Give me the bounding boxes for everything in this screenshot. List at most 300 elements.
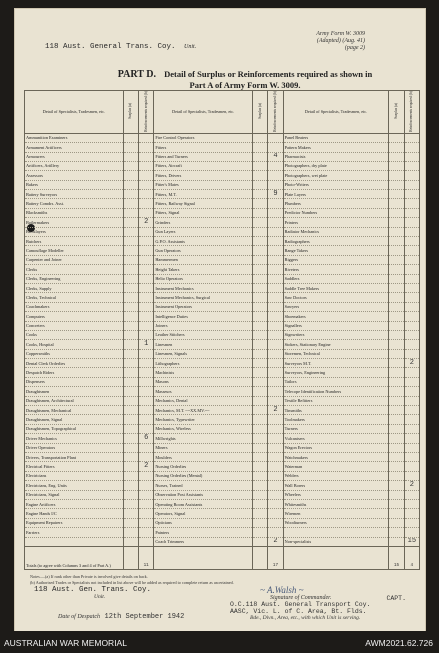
reinf-cell [268, 518, 283, 527]
trade-label: Hammermen [154, 255, 253, 264]
reinf-cell: 4 [268, 152, 283, 161]
trade-label: Panel Beaters [283, 133, 389, 142]
surplus-cell [253, 434, 268, 443]
trade-label: Draughtsmen, Mechanical [25, 406, 124, 415]
surplus-cell [389, 246, 404, 255]
table-row [25, 293, 420, 302]
trade-label: Computers [25, 312, 124, 321]
trade-label: Electrical Fitters [25, 462, 124, 471]
header-detail-1: Detail of Specialists, Tradesmen, etc. [25, 91, 124, 134]
trade-label: Fitters, M.T. [154, 190, 253, 199]
trade-label: Printers [283, 218, 389, 227]
reinf-cell [404, 471, 419, 480]
trade-label: Gun Operators [154, 246, 253, 255]
surplus-cell [253, 218, 268, 227]
surplus-cell [253, 246, 268, 255]
trade-label: Height Takers [154, 265, 253, 274]
reinf-cell [404, 161, 419, 170]
surplus-cell [253, 321, 268, 330]
trade-label: Driver Mechanics [25, 434, 124, 443]
reinf-cell [404, 246, 419, 255]
trade-label: Predictor Numbers [283, 208, 389, 217]
trade-label: Fitter's Mates [154, 180, 253, 189]
part-label: PART D. [117, 69, 156, 80]
reinf-cell [268, 293, 283, 302]
trade-label: Helio Operators [154, 274, 253, 283]
form-ref-line: (Adapted) (Aug. 41) [316, 38, 365, 44]
surplus-cell [123, 387, 138, 396]
reinf-cell [268, 143, 283, 152]
table-row [25, 199, 420, 208]
reinf-cell [404, 171, 419, 180]
reinf-cell [139, 199, 154, 208]
surplus-cell [123, 453, 138, 462]
signature-sub: Bde., Divn., Area, etc., with which Unit is serving. [250, 615, 361, 621]
signature-label: Signature of Commander. [270, 595, 332, 601]
trade-label: Plate Layers [283, 190, 389, 199]
notes [30, 574, 234, 586]
surplus-cell [253, 377, 268, 386]
table-row [25, 528, 420, 537]
surplus-cell [389, 415, 404, 424]
trade-label: Camouflage Modeller [25, 246, 124, 255]
surplus-cell [253, 199, 268, 208]
surplus-cell [389, 462, 404, 471]
reinf-cell [139, 359, 154, 368]
reinf-cell [268, 180, 283, 189]
form-ref-line: Army Form W. 3009 [316, 31, 365, 37]
reinf-cell [268, 171, 283, 180]
surplus-cell [123, 330, 138, 339]
unit-label: Unit. [184, 44, 197, 50]
surplus-cell [123, 499, 138, 508]
reinf-cell [404, 218, 419, 227]
table-row [25, 255, 420, 264]
surplus-cell [253, 396, 268, 405]
table-row [25, 415, 420, 424]
surplus-cell [253, 227, 268, 236]
trade-label: Opticians [154, 518, 253, 527]
signature-line-2: AASC, Vic. L. of C. Area, Bt. Flds. [230, 608, 367, 615]
surplus-cell [123, 396, 138, 405]
trade-label: Draughtsmen [25, 387, 124, 396]
surplus-cell [253, 509, 268, 518]
totals-label: Totals (to agree with Columns 3 and 4 of Part A.) [25, 547, 124, 570]
totals-col3-surplus: 15 [389, 547, 404, 570]
reinf-cell [268, 490, 283, 499]
surplus-cell [253, 237, 268, 246]
surplus-cell [123, 528, 138, 537]
surplus-cell [253, 490, 268, 499]
reinf-cell [139, 415, 154, 424]
surplus-cell [389, 190, 404, 199]
table-row [25, 133, 420, 142]
reinf-cell [139, 453, 154, 462]
surplus-cell [253, 133, 268, 142]
trade-label: Saddlers [283, 274, 389, 283]
reinf-cell [268, 396, 283, 405]
table-row [25, 237, 420, 246]
trade-label: Clerks, Supply [25, 283, 124, 292]
trade-label: Concreters [25, 321, 124, 330]
surplus-cell [253, 283, 268, 292]
specialists-table [24, 90, 420, 570]
reinf-cell [268, 462, 283, 471]
surplus-cell [123, 283, 138, 292]
signature-rank: CAPT. [386, 595, 406, 602]
reinf-cell [268, 237, 283, 246]
trade-label: Welders [283, 471, 389, 480]
trade-label: Shoemakers [283, 312, 389, 321]
surplus-cell [253, 208, 268, 217]
totals-col3-reinf: 4 [404, 547, 419, 570]
surplus-cell [389, 406, 404, 415]
totals-col2-reinf: 17 [268, 547, 283, 570]
trade-label: Gun Layers [154, 227, 253, 236]
reinf-cell [139, 396, 154, 405]
surplus-cell [253, 481, 268, 490]
surplus-cell [389, 396, 404, 405]
reinf-cell [404, 227, 419, 236]
surplus-cell [253, 293, 268, 302]
surplus-cell [253, 415, 268, 424]
reinf-cell [404, 377, 419, 386]
surplus-cell [389, 387, 404, 396]
surplus-cell [123, 349, 138, 358]
reinf-cell [404, 396, 419, 405]
trade-label: Fire Control Operators [154, 133, 253, 142]
table-row [25, 330, 420, 339]
trade-label: Surveyors M.T. [283, 359, 389, 368]
surplus-cell [389, 274, 404, 283]
form-ref-line: (page 2) [344, 45, 365, 51]
trade-label: Operating Room Assistants [154, 499, 253, 508]
reinf-cell [268, 368, 283, 377]
trade-label: Despatch Riders [25, 368, 124, 377]
trade-label: Draughtsmen, Topographical [25, 424, 124, 433]
table-row [25, 406, 420, 415]
surplus-cell [389, 312, 404, 321]
table-row [25, 509, 420, 518]
surplus-cell [389, 152, 404, 161]
reinf-cell [139, 330, 154, 339]
reinf-cell [404, 349, 419, 358]
surplus-cell [389, 537, 404, 546]
surplus-cell [123, 171, 138, 180]
reinf-cell [404, 208, 419, 217]
reinf-cell [268, 340, 283, 349]
reinf-cell [268, 283, 283, 292]
reinf-cell [139, 227, 154, 236]
trade-label: Painters [154, 528, 253, 537]
reinf-cell [404, 406, 419, 415]
trade-label: Wheelers [283, 490, 389, 499]
surplus-cell [123, 340, 138, 349]
trade-label: Bakers [25, 180, 124, 189]
table-row [25, 321, 420, 330]
reinf-cell [404, 368, 419, 377]
reinf-cell [268, 499, 283, 508]
surplus-cell [389, 255, 404, 264]
surplus-cell [123, 518, 138, 527]
trade-label: Nursing Orderlies [154, 462, 253, 471]
trade-label: Pattern Makers [283, 143, 389, 152]
trade-label: Carpenter and Joiner [25, 255, 124, 264]
unit-value: 118 Aust. General Trans. Coy. [45, 43, 176, 51]
trade-label: Miners [154, 443, 253, 452]
reinf-cell [404, 528, 419, 537]
reinf-cell [268, 415, 283, 424]
reinf-cell [139, 274, 154, 283]
trade-label: Waterman [283, 462, 389, 471]
table-row [25, 537, 420, 546]
surplus-cell [389, 434, 404, 443]
surplus-cell [253, 368, 268, 377]
surplus-cell [123, 471, 138, 480]
reinf-cell: 9 [268, 190, 283, 199]
table-row [25, 274, 420, 283]
table-row [25, 387, 420, 396]
surplus-cell [253, 471, 268, 480]
trade-label: Electricians, Eng. Units [25, 481, 124, 490]
surplus-cell [123, 302, 138, 311]
reinf-cell [404, 265, 419, 274]
surplus-cell [123, 424, 138, 433]
table-row [25, 246, 420, 255]
trade-label: Signwriters [283, 330, 389, 339]
table-row [25, 218, 420, 227]
reinf-cell [268, 161, 283, 170]
surplus-cell [253, 274, 268, 283]
trade-label: Assessors [25, 171, 124, 180]
reinf-cell [404, 330, 419, 339]
table-row [25, 490, 420, 499]
reinf-cell [139, 499, 154, 508]
reinf-cell [404, 340, 419, 349]
reinf-cell [404, 312, 419, 321]
reinf-cell [404, 302, 419, 311]
surplus-cell [123, 227, 138, 236]
trade-label: Millwrights [154, 434, 253, 443]
trade-label: Mechanics, Typewriter [154, 415, 253, 424]
surplus-cell [123, 255, 138, 264]
reinf-cell [268, 481, 283, 490]
table-row [25, 518, 420, 527]
reinf-cell [404, 509, 419, 518]
trade-label: Coppersmiths [25, 349, 124, 358]
surplus-cell [253, 143, 268, 152]
reinf-cell [268, 471, 283, 480]
surplus-cell [389, 161, 404, 170]
trade-label: Armament Artificers [25, 143, 124, 152]
trade-label: Watchmakers [283, 453, 389, 462]
trade-label: Photo-Writers [283, 180, 389, 189]
trade-label: Wagon Erectors [283, 443, 389, 452]
surplus-cell [389, 208, 404, 217]
trade-label: Fitters, Drivers [154, 171, 253, 180]
table-row [25, 283, 420, 292]
header-surplus-1: Surplus (a) [123, 91, 138, 134]
surplus-cell [253, 453, 268, 462]
surplus-cell [253, 537, 268, 546]
reinf-cell [268, 453, 283, 462]
reinf-cell [139, 190, 154, 199]
despatch-date [58, 613, 184, 621]
surplus-cell [389, 509, 404, 518]
trade-label: Fitters, Aircraft [154, 161, 253, 170]
reinf-cell [268, 359, 283, 368]
trade-label: Linesmen [154, 340, 253, 349]
trade-label: Clerks [25, 265, 124, 274]
reinf-cell [404, 462, 419, 471]
trade-label: Coachmakers [25, 302, 124, 311]
trade-label: Fitters, Signal [154, 208, 253, 217]
unit-field [45, 43, 196, 51]
surplus-cell [389, 227, 404, 236]
trade-label: Surveyors, Engineering [283, 368, 389, 377]
trade-label: Sawyers [283, 302, 389, 311]
reinf-cell [268, 255, 283, 264]
reinf-cell [404, 133, 419, 142]
table-row [25, 227, 420, 236]
table-row [25, 499, 420, 508]
table-row [25, 453, 420, 462]
reinf-cell [404, 180, 419, 189]
trade-label: Radiographers [283, 237, 389, 246]
trade-label: Whitesmiths [283, 499, 389, 508]
reinf-cell [139, 133, 154, 142]
surplus-cell [123, 265, 138, 274]
table-row [25, 180, 420, 189]
reinf-cell [268, 227, 283, 236]
surplus-cell [389, 471, 404, 480]
trade-label: Instrument Operators [154, 302, 253, 311]
reinf-cell [139, 509, 154, 518]
reinf-cell [404, 415, 419, 424]
table-row [25, 349, 420, 358]
surplus-cell [253, 330, 268, 339]
surplus-cell [253, 406, 268, 415]
trade-label: Saddle Tree Makers [283, 283, 389, 292]
reinf-cell [404, 490, 419, 499]
table-row [25, 481, 420, 490]
trade-label: Pharmacists [283, 152, 389, 161]
surplus-cell [389, 359, 404, 368]
reinf-cell [139, 180, 154, 189]
surplus-cell [389, 518, 404, 527]
reinf-cell: 6 [139, 434, 154, 443]
surplus-cell [253, 462, 268, 471]
reinf-cell [404, 387, 419, 396]
reinf-cell [404, 424, 419, 433]
trade-label: Fitters, Railway Signal [154, 199, 253, 208]
surplus-cell [253, 499, 268, 508]
reinf-cell [404, 453, 419, 462]
reinf-cell [268, 330, 283, 339]
title-line-2: Part A of Army Form W. 3009. [189, 80, 301, 90]
surplus-cell [123, 237, 138, 246]
trade-label: Observation Post Assistants [154, 490, 253, 499]
surplus-cell [253, 171, 268, 180]
archive-id: AWM2021.62.726 [365, 638, 433, 648]
trade-label: Battery Surveyors [25, 190, 124, 199]
reinf-cell [139, 265, 154, 274]
trade-label: Tailors [283, 377, 389, 386]
reinf-cell: 2 [139, 462, 154, 471]
reinf-cell [139, 171, 154, 180]
trade-label: Saw Doctors [283, 293, 389, 302]
trade-label: Driver Operators [25, 443, 124, 452]
surplus-cell [253, 443, 268, 452]
trade-label: Electricians [25, 471, 124, 480]
trade-label: Engine Artificers [25, 499, 124, 508]
reinf-cell [404, 255, 419, 264]
trade-label: Turners [283, 424, 389, 433]
table-row [25, 434, 420, 443]
reinf-cell [139, 293, 154, 302]
surplus-cell [123, 143, 138, 152]
surplus-cell [253, 424, 268, 433]
trade-label: Instrument Mechanics [154, 283, 253, 292]
table-row [25, 190, 420, 199]
note-b: (b) Authorised Trades or Specialists not included in list above will be added as required to complete return as ascertained. [30, 580, 234, 585]
surplus-cell [253, 528, 268, 537]
reinf-cell [404, 143, 419, 152]
reinf-cell [139, 406, 154, 415]
trade-label: Cooks [25, 330, 124, 339]
reinf-cell: 2 [268, 537, 283, 546]
surplus-cell [389, 349, 404, 358]
surplus-cell [123, 190, 138, 199]
trade-label: Textile Refitters [283, 396, 389, 405]
reinf-cell [139, 237, 154, 246]
trade-label: Moulders [154, 453, 253, 462]
table-body [25, 133, 420, 546]
reinf-cell: 1 [139, 340, 154, 349]
surplus-cell [123, 434, 138, 443]
trade-label: Non-specialists [283, 537, 389, 546]
table-row [25, 443, 420, 452]
surplus-cell [389, 199, 404, 208]
reinf-cell [139, 246, 154, 255]
reinf-cell [404, 518, 419, 527]
reinf-cell [404, 274, 419, 283]
surplus-cell [123, 359, 138, 368]
surplus-cell [389, 528, 404, 537]
reinf-cell [404, 152, 419, 161]
trade-label: Butchers [25, 237, 124, 246]
header-detail-3: Detail of Specialists, Tradesmen, etc. [283, 91, 389, 134]
signature-line-1: O.C.118 Aust. General Transport Coy. [230, 601, 371, 608]
reinf-cell [268, 133, 283, 142]
trade-label: Linesmen, Signals [154, 349, 253, 358]
totals-col1-reinf: 11 [139, 547, 154, 570]
trade-label: Intelligence Duties [154, 312, 253, 321]
table-row [25, 424, 420, 433]
reinf-cell [139, 152, 154, 161]
table-row [25, 368, 420, 377]
reinf-cell [404, 293, 419, 302]
header-surplus-2: Surplus (a) [253, 91, 268, 134]
trade-label: Riveters [283, 265, 389, 274]
table-row [25, 462, 420, 471]
trade-label: Wiremen [283, 509, 389, 518]
trade-label: Leather Stitchers [154, 330, 253, 339]
trade-label: Woodturners [283, 518, 389, 527]
reinf-cell [139, 255, 154, 264]
reinf-cell [139, 424, 154, 433]
reinf-cell [268, 321, 283, 330]
